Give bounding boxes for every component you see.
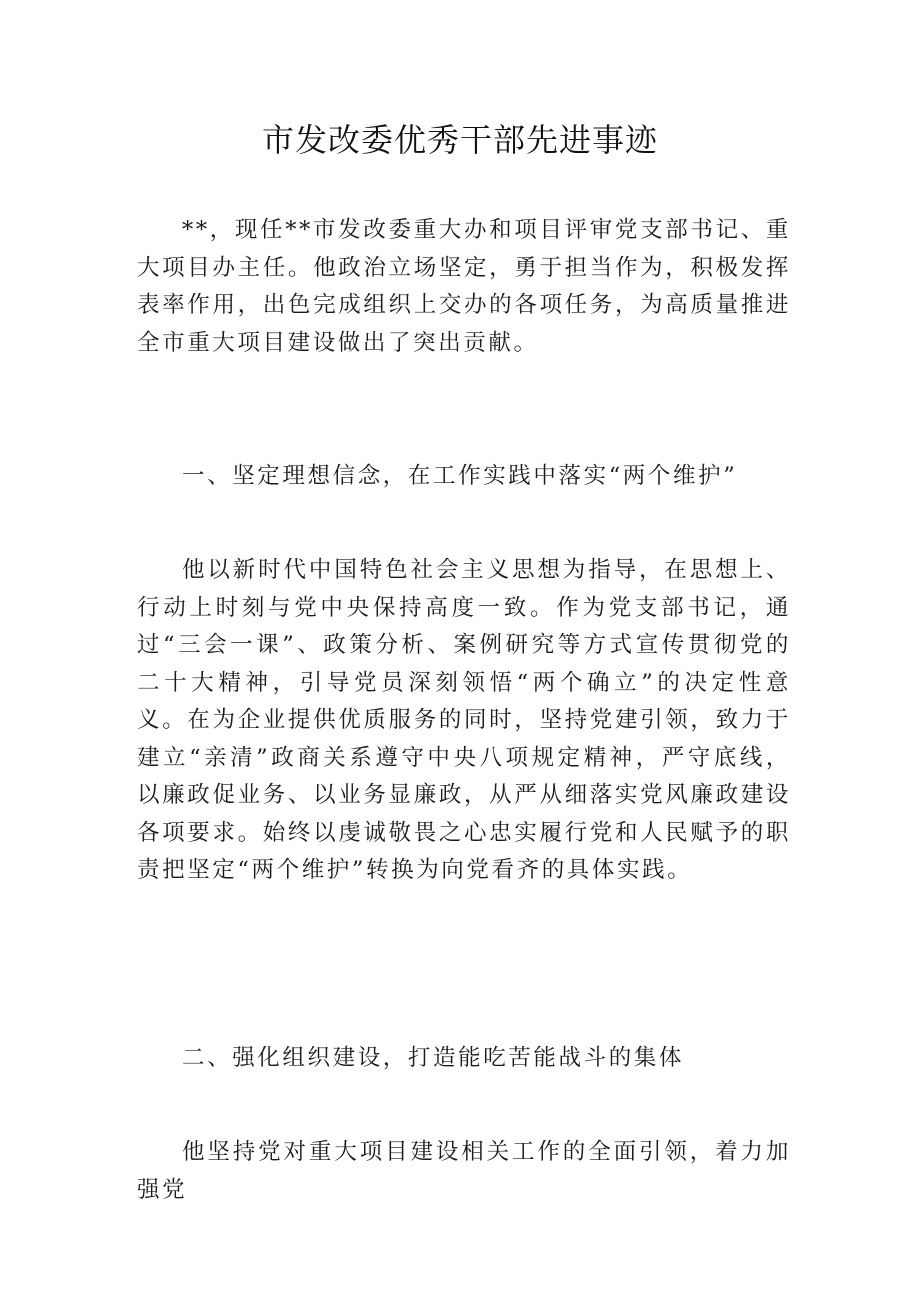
section-heading-2: 二、强化组织建设，打造能吃苦能战斗的集体 [182, 1045, 685, 1071]
document-title: 市发改委优秀干部先进事迹 [261, 121, 658, 159]
intro-paragraph: **，现任**市发改委重大办和项目评审党支部书记、重大项目办主任。他政治立场坚定，勇于担当作为，积极发挥表率作用，出色完成组织上交办的各项任务，为高质量推进全市重大项目建设做出了突出贡献。 [137, 217, 791, 356]
section-heading-1: 一、坚定理想信念，在工作实践中落实“两个维护” [182, 463, 738, 489]
section-2-paragraph: 他坚持党对重大项目建设相关工作的全面引领，着力加强党 [137, 1139, 791, 1203]
section-1-paragraph: 他以新时代中国特色社会主义思想为指导，在思想上、行动上时刻与党中央保持高度一致。作为党支部书记，通过“三会一课”、政策分析、案例研究等方式宣传贯彻党的二十大精神，引导党员深刻领悟“两个确立”的决定性意义。在为企业提供优质服务的同时，坚持党建引领，致力于建立“亲清”政商关系遵守中央八项规定精神，严守底线，以廉政促业务、以业务显廉政，从严从细落实党风廉政建设各项要求。始终以虔诚敬畏之心忠实履行党和人民赋予的职责把坚定“两个维护”转换为向党看齐的具体实践。 [137, 557, 791, 883]
